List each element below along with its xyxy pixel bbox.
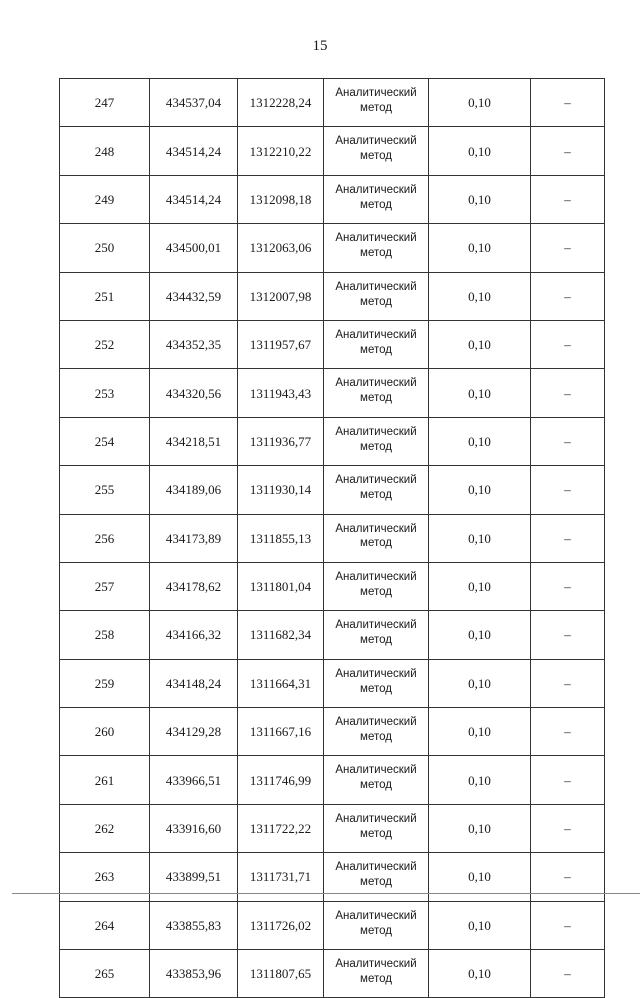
x-coordinate-cell: 433966,51 [150, 756, 238, 804]
note-cell: – [531, 127, 605, 175]
table-row [60, 224, 605, 272]
note-cell: – [531, 175, 605, 223]
method-cell: Аналитический метод [324, 514, 429, 562]
y-coordinate-cell: 1311807,65 [238, 950, 324, 998]
x-coordinate-cell: 433899,51 [150, 853, 238, 901]
note-cell: – [531, 901, 605, 949]
y-coordinate-cell: 1311746,99 [238, 756, 324, 804]
y-coordinate-cell: 1312098,18 [238, 175, 324, 223]
note-cell: – [531, 272, 605, 320]
y-coordinate-cell: 1311855,13 [238, 514, 324, 562]
note-cell: – [531, 708, 605, 756]
point-number-cell: 258 [60, 611, 150, 659]
table-row [60, 514, 605, 562]
table-row [60, 320, 605, 368]
page-number: 15 [312, 38, 328, 54]
y-coordinate-cell: 1312007,98 [238, 272, 324, 320]
method-cell: Аналитический метод [324, 224, 429, 272]
point-number-cell: 263 [60, 853, 150, 901]
table-row [60, 562, 605, 610]
table-row [60, 79, 605, 127]
note-cell: – [531, 853, 605, 901]
point-number-cell: 249 [60, 175, 150, 223]
y-coordinate-cell: 1311664,31 [238, 659, 324, 707]
x-coordinate-cell: 434500,01 [150, 224, 238, 272]
y-coordinate-cell: 1311726,02 [238, 901, 324, 949]
method-cell: Аналитический метод [324, 369, 429, 417]
method-cell: Аналитический метод [324, 756, 429, 804]
point-number-cell: 259 [60, 659, 150, 707]
point-number-cell: 250 [60, 224, 150, 272]
accuracy-cell: 0,10 [429, 79, 531, 127]
point-number-cell: 253 [60, 369, 150, 417]
method-cell: Аналитический метод [324, 320, 429, 368]
accuracy-cell: 0,10 [429, 320, 531, 368]
y-coordinate-cell: 1311722,22 [238, 804, 324, 852]
table-row [60, 708, 605, 756]
method-cell: Аналитический метод [324, 562, 429, 610]
x-coordinate-cell: 434178,62 [150, 562, 238, 610]
method-cell: Аналитический метод [324, 272, 429, 320]
y-coordinate-cell: 1311936,77 [238, 417, 324, 465]
note-cell: – [531, 369, 605, 417]
accuracy-cell: 0,10 [429, 804, 531, 852]
note-cell: – [531, 79, 605, 127]
note-cell: – [531, 514, 605, 562]
table-row [60, 272, 605, 320]
y-coordinate-cell: 1311930,14 [238, 466, 324, 514]
method-cell: Аналитический метод [324, 611, 429, 659]
y-coordinate-cell: 1311682,34 [238, 611, 324, 659]
accuracy-cell: 0,10 [429, 369, 531, 417]
method-cell: Аналитический метод [324, 659, 429, 707]
x-coordinate-cell: 434189,06 [150, 466, 238, 514]
accuracy-cell: 0,10 [429, 127, 531, 175]
method-cell: Аналитический метод [324, 417, 429, 465]
accuracy-cell: 0,10 [429, 562, 531, 610]
table-body [60, 79, 605, 998]
accuracy-cell: 0,10 [429, 901, 531, 949]
method-cell: Аналитический метод [324, 804, 429, 852]
y-coordinate-cell: 1311943,43 [238, 369, 324, 417]
note-cell: – [531, 562, 605, 610]
method-cell: Аналитический метод [324, 950, 429, 998]
note-cell: – [531, 224, 605, 272]
point-number-cell: 255 [60, 466, 150, 514]
point-number-cell: 256 [60, 514, 150, 562]
note-cell: – [531, 611, 605, 659]
coordinates-table [59, 78, 605, 998]
x-coordinate-cell: 433855,83 [150, 901, 238, 949]
point-number-cell: 262 [60, 804, 150, 852]
x-coordinate-cell: 434514,24 [150, 175, 238, 223]
point-number-cell: 254 [60, 417, 150, 465]
point-number-cell: 265 [60, 950, 150, 998]
accuracy-cell: 0,10 [429, 611, 531, 659]
note-cell: – [531, 466, 605, 514]
y-coordinate-cell: 1312228,24 [238, 79, 324, 127]
method-cell: Аналитический метод [324, 708, 429, 756]
note-cell: – [531, 417, 605, 465]
note-cell: – [531, 756, 605, 804]
point-number-cell: 248 [60, 127, 150, 175]
table-row [60, 950, 605, 998]
x-coordinate-cell: 433916,60 [150, 804, 238, 852]
table-row [60, 417, 605, 465]
table-row [60, 611, 605, 659]
x-coordinate-cell: 434173,89 [150, 514, 238, 562]
method-cell: Аналитический метод [324, 127, 429, 175]
x-coordinate-cell: 434166,32 [150, 611, 238, 659]
accuracy-cell: 0,10 [429, 950, 531, 998]
note-cell: – [531, 804, 605, 852]
table-row [60, 901, 605, 949]
x-coordinate-cell: 434432,59 [150, 272, 238, 320]
point-number-cell: 257 [60, 562, 150, 610]
y-coordinate-cell: 1311731,71 [238, 853, 324, 901]
method-cell: Аналитический метод [324, 901, 429, 949]
x-coordinate-cell: 434352,35 [150, 320, 238, 368]
method-cell: Аналитический метод [324, 175, 429, 223]
method-cell: Аналитический метод [324, 466, 429, 514]
table-row [60, 756, 605, 804]
accuracy-cell: 0,10 [429, 853, 531, 901]
accuracy-cell: 0,10 [429, 756, 531, 804]
accuracy-cell: 0,10 [429, 272, 531, 320]
x-coordinate-cell: 434148,24 [150, 659, 238, 707]
y-coordinate-cell: 1311667,16 [238, 708, 324, 756]
y-coordinate-cell: 1312210,22 [238, 127, 324, 175]
point-number-cell: 264 [60, 901, 150, 949]
note-cell: – [531, 320, 605, 368]
accuracy-cell: 0,10 [429, 224, 531, 272]
point-number-cell: 247 [60, 79, 150, 127]
table-row [60, 659, 605, 707]
point-number-cell: 261 [60, 756, 150, 804]
table-row [60, 369, 605, 417]
method-cell: Аналитический метод [324, 853, 429, 901]
note-cell: – [531, 659, 605, 707]
x-coordinate-cell: 434514,24 [150, 127, 238, 175]
accuracy-cell: 0,10 [429, 514, 531, 562]
table-row [60, 175, 605, 223]
point-number-cell: 251 [60, 272, 150, 320]
x-coordinate-cell: 434129,28 [150, 708, 238, 756]
y-coordinate-cell: 1312063,06 [238, 224, 324, 272]
page-bottom-edge [12, 893, 640, 894]
table-row [60, 127, 605, 175]
y-coordinate-cell: 1311801,04 [238, 562, 324, 610]
x-coordinate-cell: 434320,56 [150, 369, 238, 417]
accuracy-cell: 0,10 [429, 175, 531, 223]
y-coordinate-cell: 1311957,67 [238, 320, 324, 368]
accuracy-cell: 0,10 [429, 708, 531, 756]
point-number-cell: 252 [60, 320, 150, 368]
point-number-cell: 260 [60, 708, 150, 756]
note-cell: – [531, 950, 605, 998]
x-coordinate-cell: 433853,96 [150, 950, 238, 998]
accuracy-cell: 0,10 [429, 659, 531, 707]
x-coordinate-cell: 434218,51 [150, 417, 238, 465]
table-row [60, 804, 605, 852]
method-cell: Аналитический метод [324, 79, 429, 127]
accuracy-cell: 0,10 [429, 466, 531, 514]
x-coordinate-cell: 434537,04 [150, 79, 238, 127]
accuracy-cell: 0,10 [429, 417, 531, 465]
table-row [60, 466, 605, 514]
